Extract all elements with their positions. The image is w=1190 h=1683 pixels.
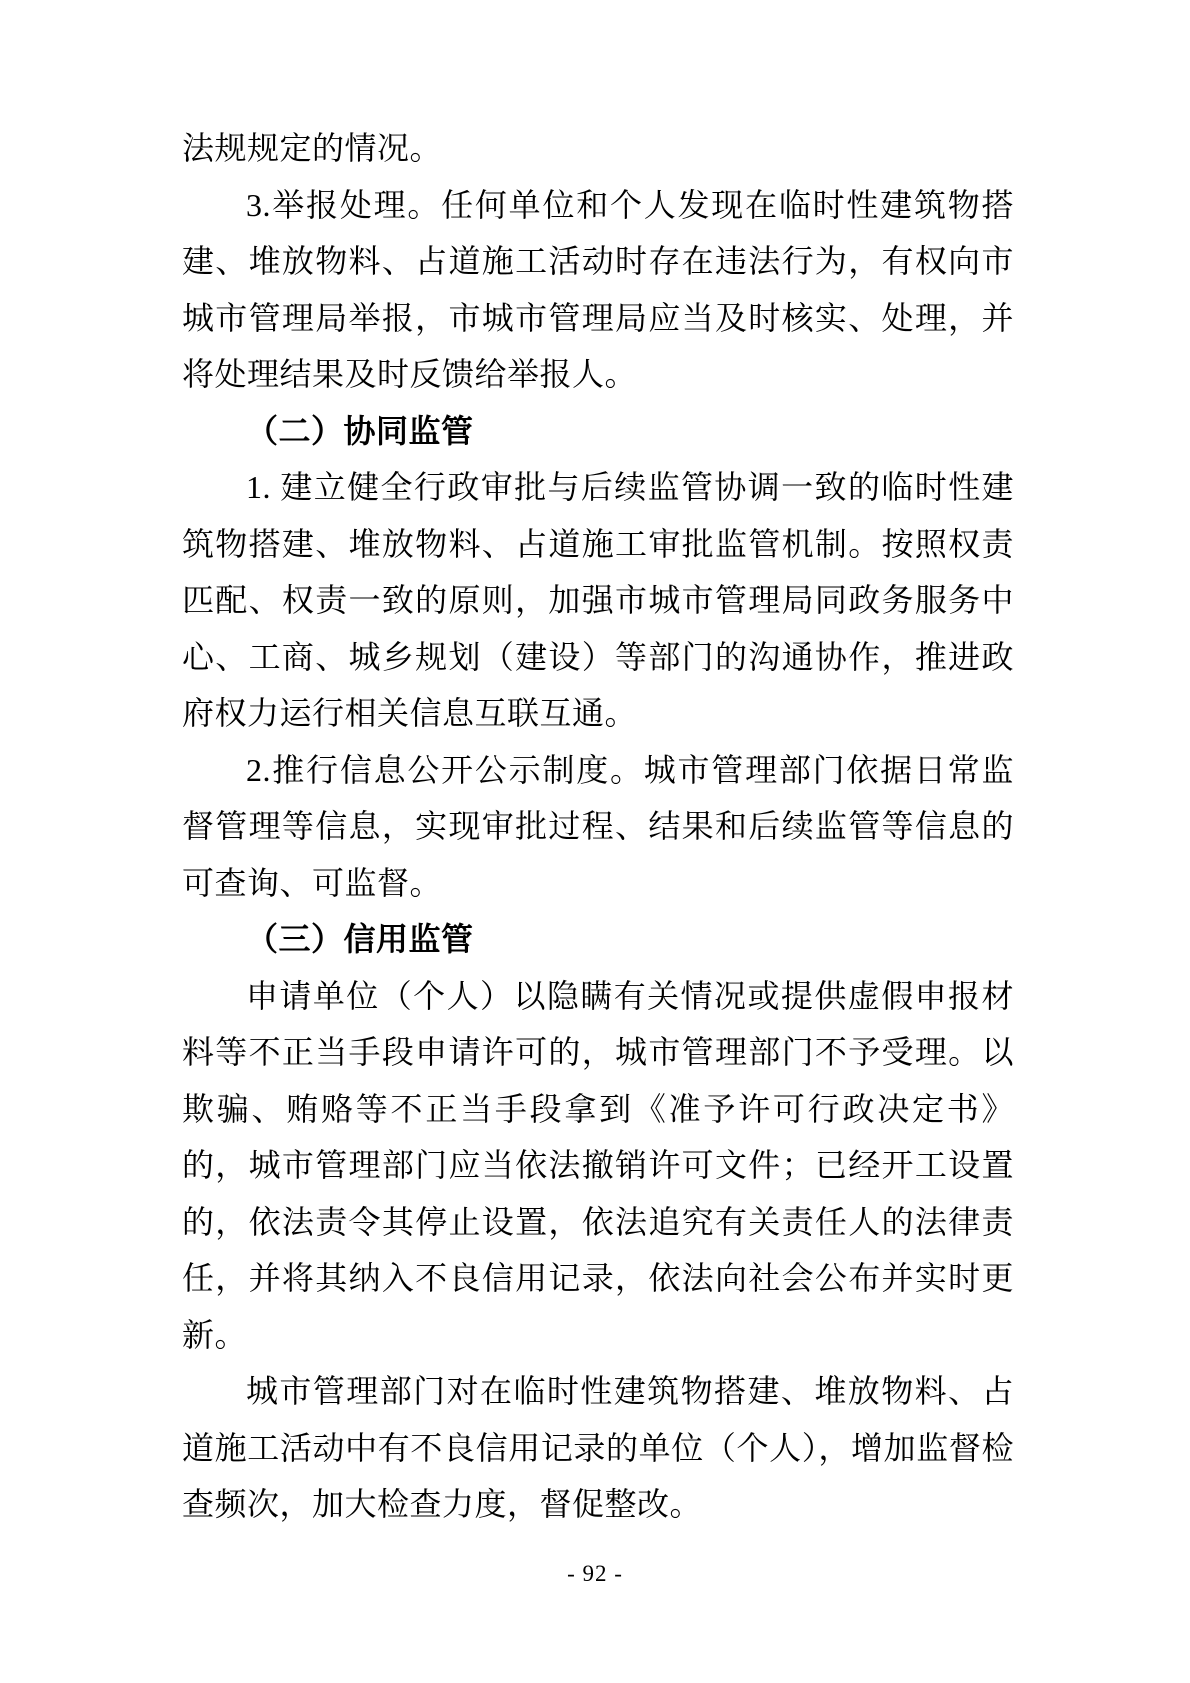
document-body xyxy=(182,120,1014,1533)
paragraph-credit-penalty: 申请单位（个人）以隐瞒有关情况或提供虚假申报材料等不正当手段申请许可的，城市管理部门不予受理。以欺骗、贿赂等不正当手段拿到《准予许可行政决定书》的，城市管理部门应当依法撤销许可文件；已经开工设置的，依法责令其停止设置，依法追究有关责任人的法律责任，并将其纳入不良信用记录，依法向社会公布并实时更新。 xyxy=(182,977,1014,1353)
paragraph-bad-credit-inspection: 城市管理部门对在临时性建筑物搭建、堆放物料、占道施工活动中有不良信用记录的单位（个人），增加监督检查频次，加大检查力度，督促整改。 xyxy=(182,1373,1014,1522)
section-heading-collaborative-supervision: （二）协同监管 xyxy=(246,412,474,449)
page-number: - 92 - xyxy=(567,1561,623,1586)
paragraph-information-disclosure: 2.推行信息公开公示制度。城市管理部门依据日常监督管理等信息，实现审批过程、结果和后续监管等信息的可查询、可监督。 xyxy=(182,751,1014,901)
paragraph-report-handling: 3.举报处理。任何单位和个人发现在临时性建筑物搭建、堆放物料、占道施工活动时存在违法行为，有权向市城市管理局举报，市城市管理局应当及时核实、处理，并将处理结果及时反馈给举报人。 xyxy=(182,186,1014,392)
paragraph-mechanism: 1. 建立健全行政审批与后续监管协调一致的临时性建筑物搭建、堆放物料、占道施工审批监管机制。按照权责匹配、权责一致的原则，加强市城市管理局同政务服务中心、工商、城乡规划（建设）等部门的沟通协作，推进政府权力运行相关信息互联互通。 xyxy=(182,469,1014,731)
section-heading-credit-supervision: （三）信用监管 xyxy=(246,921,474,957)
paragraph-continuation: 法规规定的情况。 xyxy=(182,130,443,166)
